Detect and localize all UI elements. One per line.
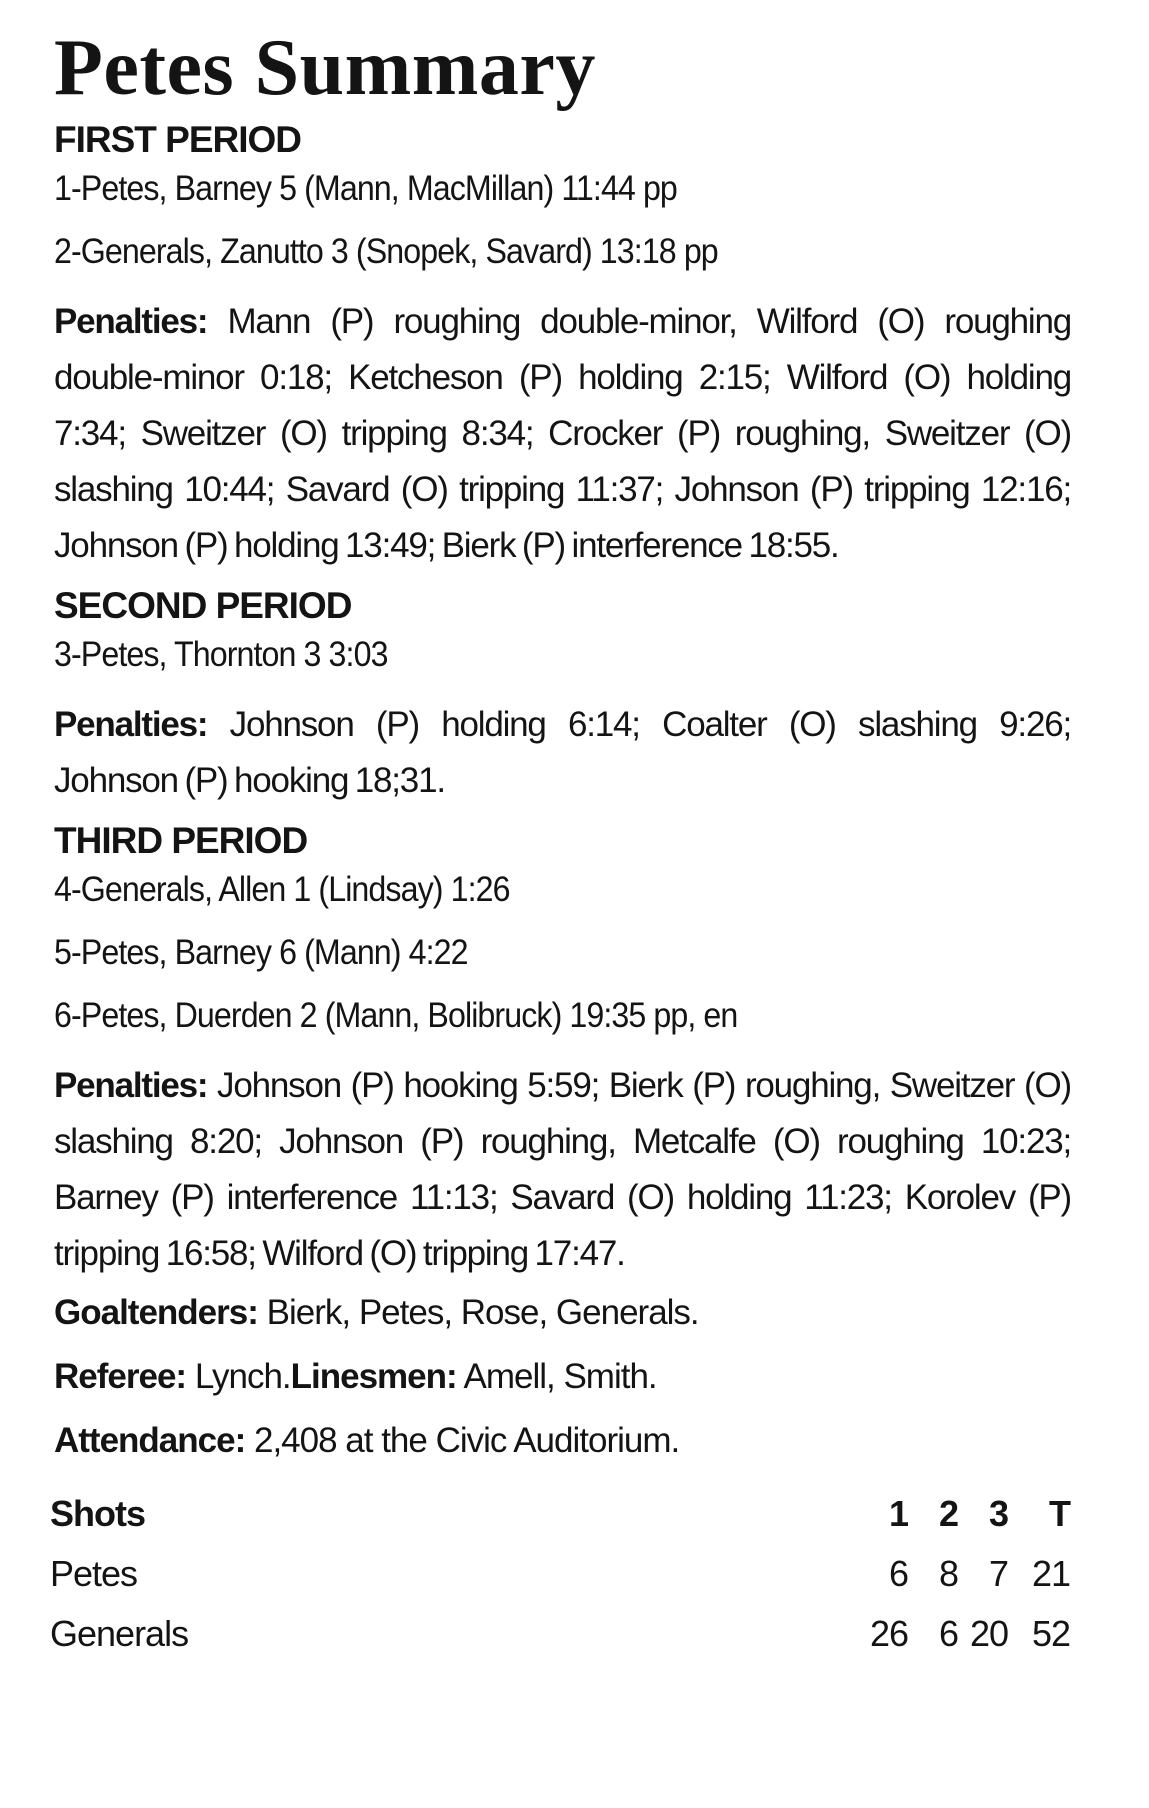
shots-column-header: 1 xyxy=(888,1493,908,1534)
officials-line xyxy=(54,1356,1071,1398)
attendance-text: 2,408 at the Civic Auditorium. xyxy=(253,1421,680,1460)
goal-line: 2-Generals, Zanutto 3 (Snopek, Savard) 13:18 pp xyxy=(54,232,718,271)
third-period-heading: THIRD PERIOD xyxy=(54,820,308,861)
shots-table xyxy=(50,1484,1070,1664)
penalties-label: Penalties: xyxy=(54,705,208,744)
attendance-label: Attendance: xyxy=(54,1421,246,1460)
shots-value: 6 xyxy=(938,1613,958,1654)
shots-value: 20 xyxy=(969,1613,1008,1654)
shots-value: 7 xyxy=(988,1553,1008,1594)
goal-line: 4-Generals, Allen 1 (Lindsay) 1:26 xyxy=(54,870,510,909)
referee-label: Referee: xyxy=(54,1357,187,1396)
goal-line: 5-Petes, Barney 6 (Mann) 4:22 xyxy=(54,933,468,972)
goaltenders-text: Bierk, Petes, Rose, Generals. xyxy=(266,1293,699,1332)
goal-line: 1-Petes, Barney 5 (Mann, MacMillan) 11:44 pp xyxy=(54,169,677,208)
penalties-label: Penalties: xyxy=(54,302,208,341)
goaltenders-label: Goaltenders: xyxy=(54,1293,258,1332)
penalties-text: Johnson (P) hooking 5:59; Bierk (P) roughing, Sweitzer (O) slashing 8:20; Johnson (P) roughing, Metcalfe (O) roughing 10:23; Barney (P) interference 11:13; Savard (O) holding 11:23; Korolev (P) tripping 16:58; Wilford (O) tripping 17:47. xyxy=(54,1066,1071,1273)
shots-label: Shots xyxy=(50,1493,146,1534)
linesmen-text: Amell, Smith. xyxy=(463,1357,657,1396)
shots-total: 52 xyxy=(1031,1613,1070,1654)
first-period-heading: FIRST PERIOD xyxy=(54,119,302,160)
second-period-penalties xyxy=(54,697,1071,809)
page-title: Petes Summary xyxy=(54,24,596,112)
goal-line: 6-Petes, Duerden 2 (Mann, Bolibruck) 19:35 pp, en xyxy=(54,996,738,1035)
shots-value: 6 xyxy=(888,1553,908,1594)
shots-column-header: 2 xyxy=(938,1493,958,1534)
shots-column-header: T xyxy=(1049,1493,1070,1534)
penalties-text: Johnson (P) holding 6:14; Coalter (O) slashing 9:26; Johnson (P) hooking 18;31. xyxy=(54,705,1071,800)
shots-total: 21 xyxy=(1031,1553,1070,1594)
goal-line: 3-Petes, Thornton 3 3:03 xyxy=(54,635,388,674)
shots-row xyxy=(50,1604,1070,1664)
goaltenders-line xyxy=(54,1292,1071,1334)
shots-team-name: Generals xyxy=(50,1613,189,1654)
referee-text: Lynch. xyxy=(194,1357,291,1396)
shots-value: 26 xyxy=(869,1613,908,1654)
shots-row xyxy=(50,1544,1070,1604)
attendance-line xyxy=(54,1420,1071,1462)
linesmen-label: Linesmen: xyxy=(290,1357,457,1396)
shots-header-row xyxy=(50,1484,1070,1544)
shots-team-name: Petes xyxy=(50,1553,138,1594)
penalties-label: Penalties: xyxy=(54,1066,208,1105)
third-period-penalties xyxy=(54,1058,1071,1282)
second-period-heading: SECOND PERIOD xyxy=(54,585,352,626)
shots-value: 8 xyxy=(938,1553,958,1594)
first-period-penalties xyxy=(54,294,1071,574)
shots-column-header: 3 xyxy=(988,1493,1008,1534)
penalties-text: Mann (P) roughing double-minor, Wilford (O) roughing double-minor 0:18; Ketcheson (P) holding 2:15; Wilford (O) holding 7:34; Sweitzer (O) tripping 8:34; Crocker (P) roughing, Sweitzer (O) slashing 10:44; Savard (O) tripping 11:37; Johnson (P) tripping 12:16; Johnson (P) holding 13:49; Bierk (P) interference 18:55. xyxy=(54,302,1071,565)
